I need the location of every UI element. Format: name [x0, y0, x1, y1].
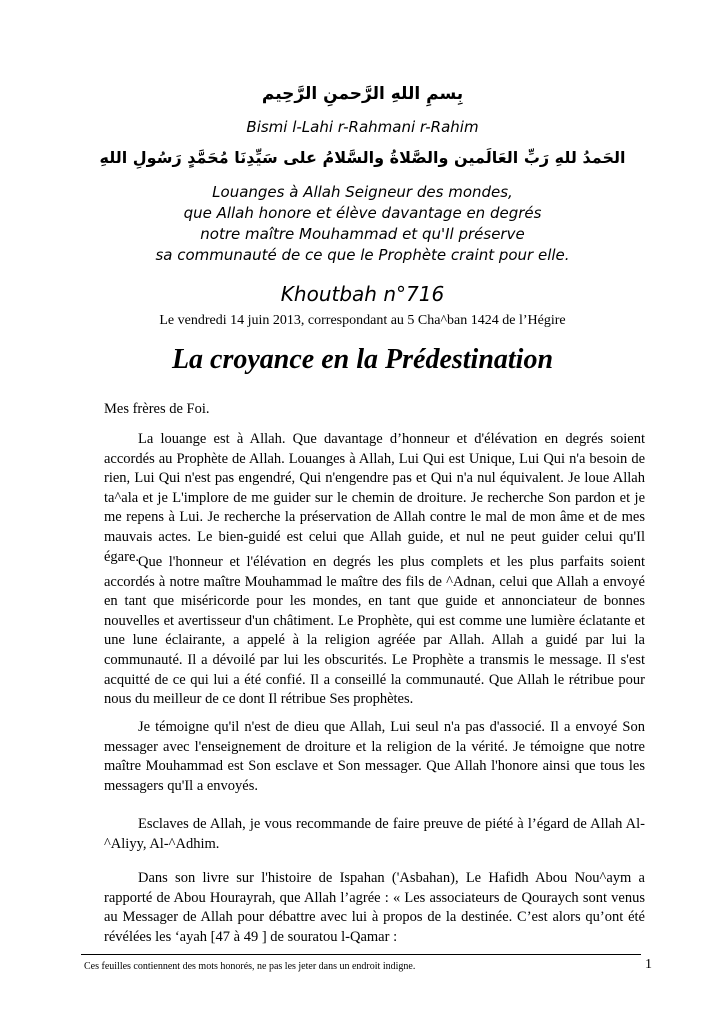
hamd-arabic: الحَمدُ للهِ رَبِّ العَالَمين والصَّلاةُ والسَّلامُ على سَيِّدِنَا مُحَمَّدٍ رَسُولِ اللهِ [99, 148, 626, 167]
page-number: 1 [645, 957, 652, 972]
page-title: La croyance en la Prédestination [171, 344, 554, 375]
khoutbah-number: Khoutbah n°716 [280, 282, 445, 306]
louanges-line: sa communauté de ce que le Prophète craint pour elle. [155, 246, 570, 264]
khoutbah-date: Le vendredi 14 juin 2013, correspondant au 5 Cha^ban 1424 de l’Hégire [159, 313, 566, 328]
paragraph: Dans son livre sur l'histoire de Ispahan ('Asbahan), Le Hafidh Abou Nou^aym a rapporté de Abou Hourayrah, que Allah l’agrée : « Les associateurs de Qouraych sont venus au Messager de Allah pour débattre avec lui à propos de la destinée. C’est alors qu’ont été révélées les ‘ayah [47 à 49 ] de souratou l-Qamar : [104, 870, 645, 945]
footer-note: Ces feuilles contiennent des mots honorés, ne pas les jeter dans un endroit indigne. [84, 961, 416, 972]
paragraph: Esclaves de Allah, je vous recommande de faire preuve de piété à l’égard de Allah Al-^Aliyy, Al-^Adhim. [104, 816, 645, 852]
louanges-line: Louanges à Allah Seigneur des mondes, [212, 183, 513, 201]
louanges-line: notre maître Mouhammad et qu'Il préserve [200, 225, 525, 243]
greeting: Mes frères de Foi. [104, 401, 210, 417]
louanges-block [0, 182, 725, 266]
basmala-arabic: بِسمِ اللهِ الرَّحمنِ الرَّحِيم [261, 84, 464, 104]
paragraph: Que l'honneur et l'élévation en degrés les plus complets et les plus parfaits soient accordés à notre maître Mouhammad le maître des fils de ^Adnan, celui que Allah a envoyé en tant que miséricorde pour les mondes, en tant que guide et annonciateur de bonnes nouvelles et avertisseur d'un châtiment. Le Prophète, qui est comme une lumière éclatante et une lune éclairante, a appelé à la religion agréée par Allah. Allah a guidé par lui la communauté. Il a dévoilé par lui les obscurités. Le Prophète a transmis le message. Il s'est acquitté de ce qui lui a été confié. Il a conseillé la communauté. Que Allah le rétribue pour nous du meilleur de ce dont Il rétribue Ses prophètes. [104, 554, 645, 708]
footer-divider [81, 954, 641, 955]
louanges-line: que Allah honore et élève davantage en degrés [183, 204, 542, 222]
paragraph: Je témoigne qu'il n'est de dieu que Allah, Lui seul n'a pas d'associé. Il a envoyé Son messager avec l'enseignement de droiture et la religion de la vérité. Je témoigne que notre maître Mouhammad est Son esclave et Son messager. Que Allah l'honore ainsi que tous les messagers qu'Il a envoyés. [104, 719, 645, 794]
basmala-transliteration: Bismi l-Lahi r-Rahmani r-Rahim [246, 118, 479, 136]
paragraph: La louange est à Allah. Que davantage d’honneur et d'élévation en degrés soient accordés au Prophète de Allah. Louanges à Allah, Lui Qui est Unique, Lui Qui n'a besoin de rien, Lui Qui n'est pas engendré, Qui n'engendre pas et Qui n'a nul équivalent. Je loue Allah ta^ala et je L'implore de me guider sur le chemin de droiture. Je recherche Son pardon et je me repens à Lui. Je recherche la préservation de Allah contre le mal de mon âme et de mes mauvais actes. Le bien-guidé est celui que Allah guide, et nul ne peut guider celui qu'Il égare. [104, 431, 645, 565]
